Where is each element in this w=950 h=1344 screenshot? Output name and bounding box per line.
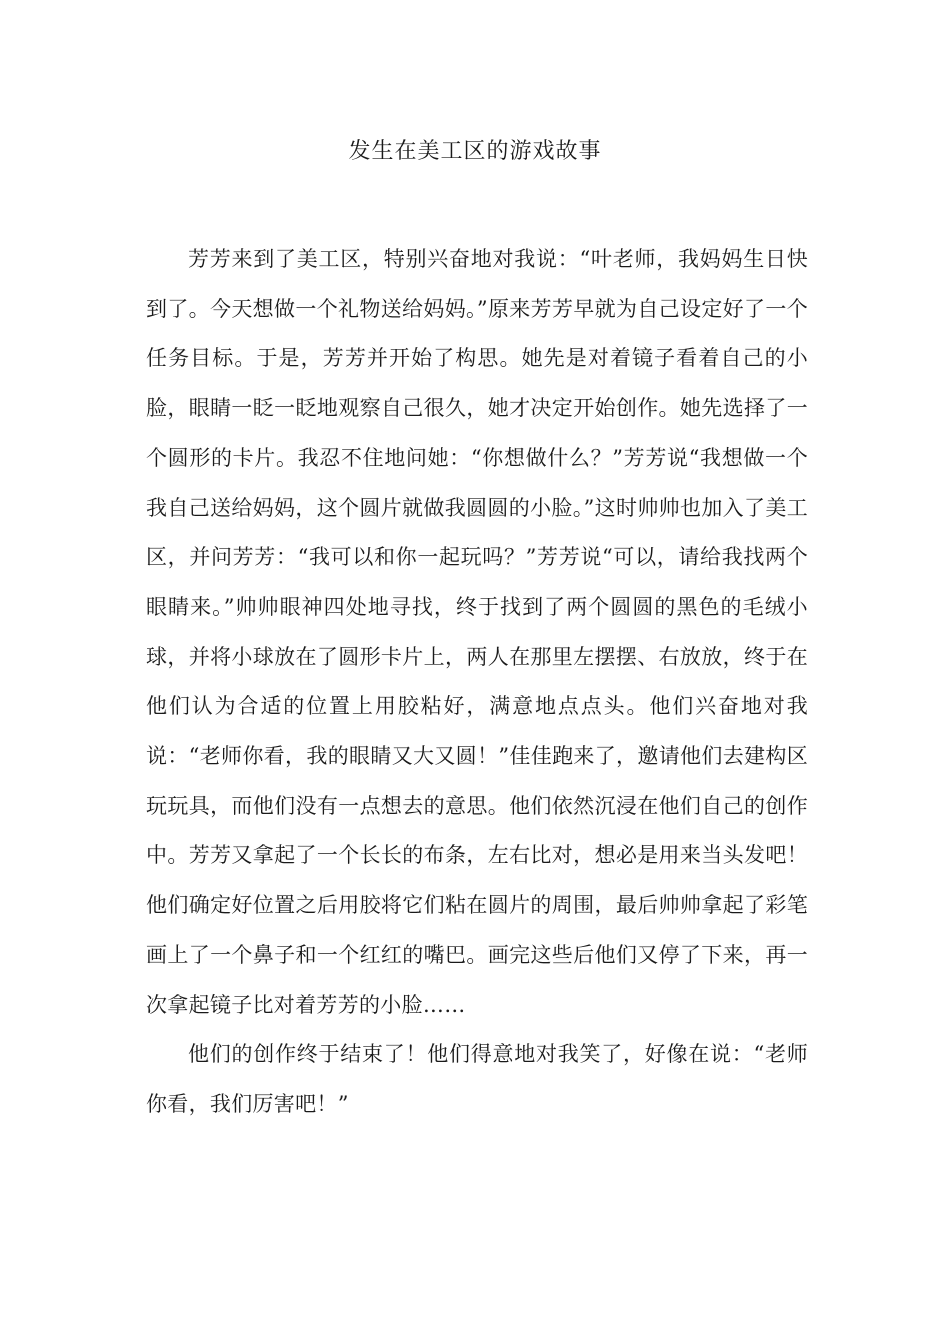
paragraph-2: 他们的创作终于结束了！他们得意地对我笑了，好像在说：“老师你看，我们厉害吧！”	[146, 1042, 808, 1116]
document-body	[146, 235, 808, 1130]
document-title: 发生在美工区的游戏故事	[348, 139, 602, 164]
paragraph-1: 芳芳来到了美工区，特别兴奋地对我说：“叶老师，我妈妈生日快到了。今天想做一个礼物送给妈妈。”原来芳芳早就为自己设定好了一个任务目标。于是，芳芳并开始了构思。她先是对着镜子看着自己的小脸，眼睛一眨一眨地观察自己很久，她才决定开始创作。她先选择了一个圆形的卡片。我忍不住地问她：“你想做什么？”芳芳说“我想做一个我自己送给妈妈，这个圆片就做我圆圆的小脸。”这时帅帅也加入了美工区，并问芳芳：“我可以和你一起玩吗？”芳芳说“可以，请给我找两个眼睛来。”帅帅眼神四处地寻找，终于找到了两个圆圆的黑色的毛绒小球，并将小球放在了圆形卡片上，两人在那里左摆摆、右放放，终于在他们认为合适的位置上用胶粘好，满意地点点头。他们兴奋地对我说：“老师你看，我的眼睛又大又圆！”佳佳跑来了，邀请他们去建构区玩玩具，而他们没有一点想去的意思。他们依然沉浸在他们自己的创作中。芳芳又拿起了一个长长的布条，左右比对，想必是用来当头发吧！他们确定好位置之后用胶将它们粘在圆片的周围，最后帅帅拿起了彩笔画上了一个鼻子和一个红红的嘴巴。画完这些后他们又停了下来，再一次拿起镜子比对着芳芳的小脸……	[146, 247, 808, 1017]
